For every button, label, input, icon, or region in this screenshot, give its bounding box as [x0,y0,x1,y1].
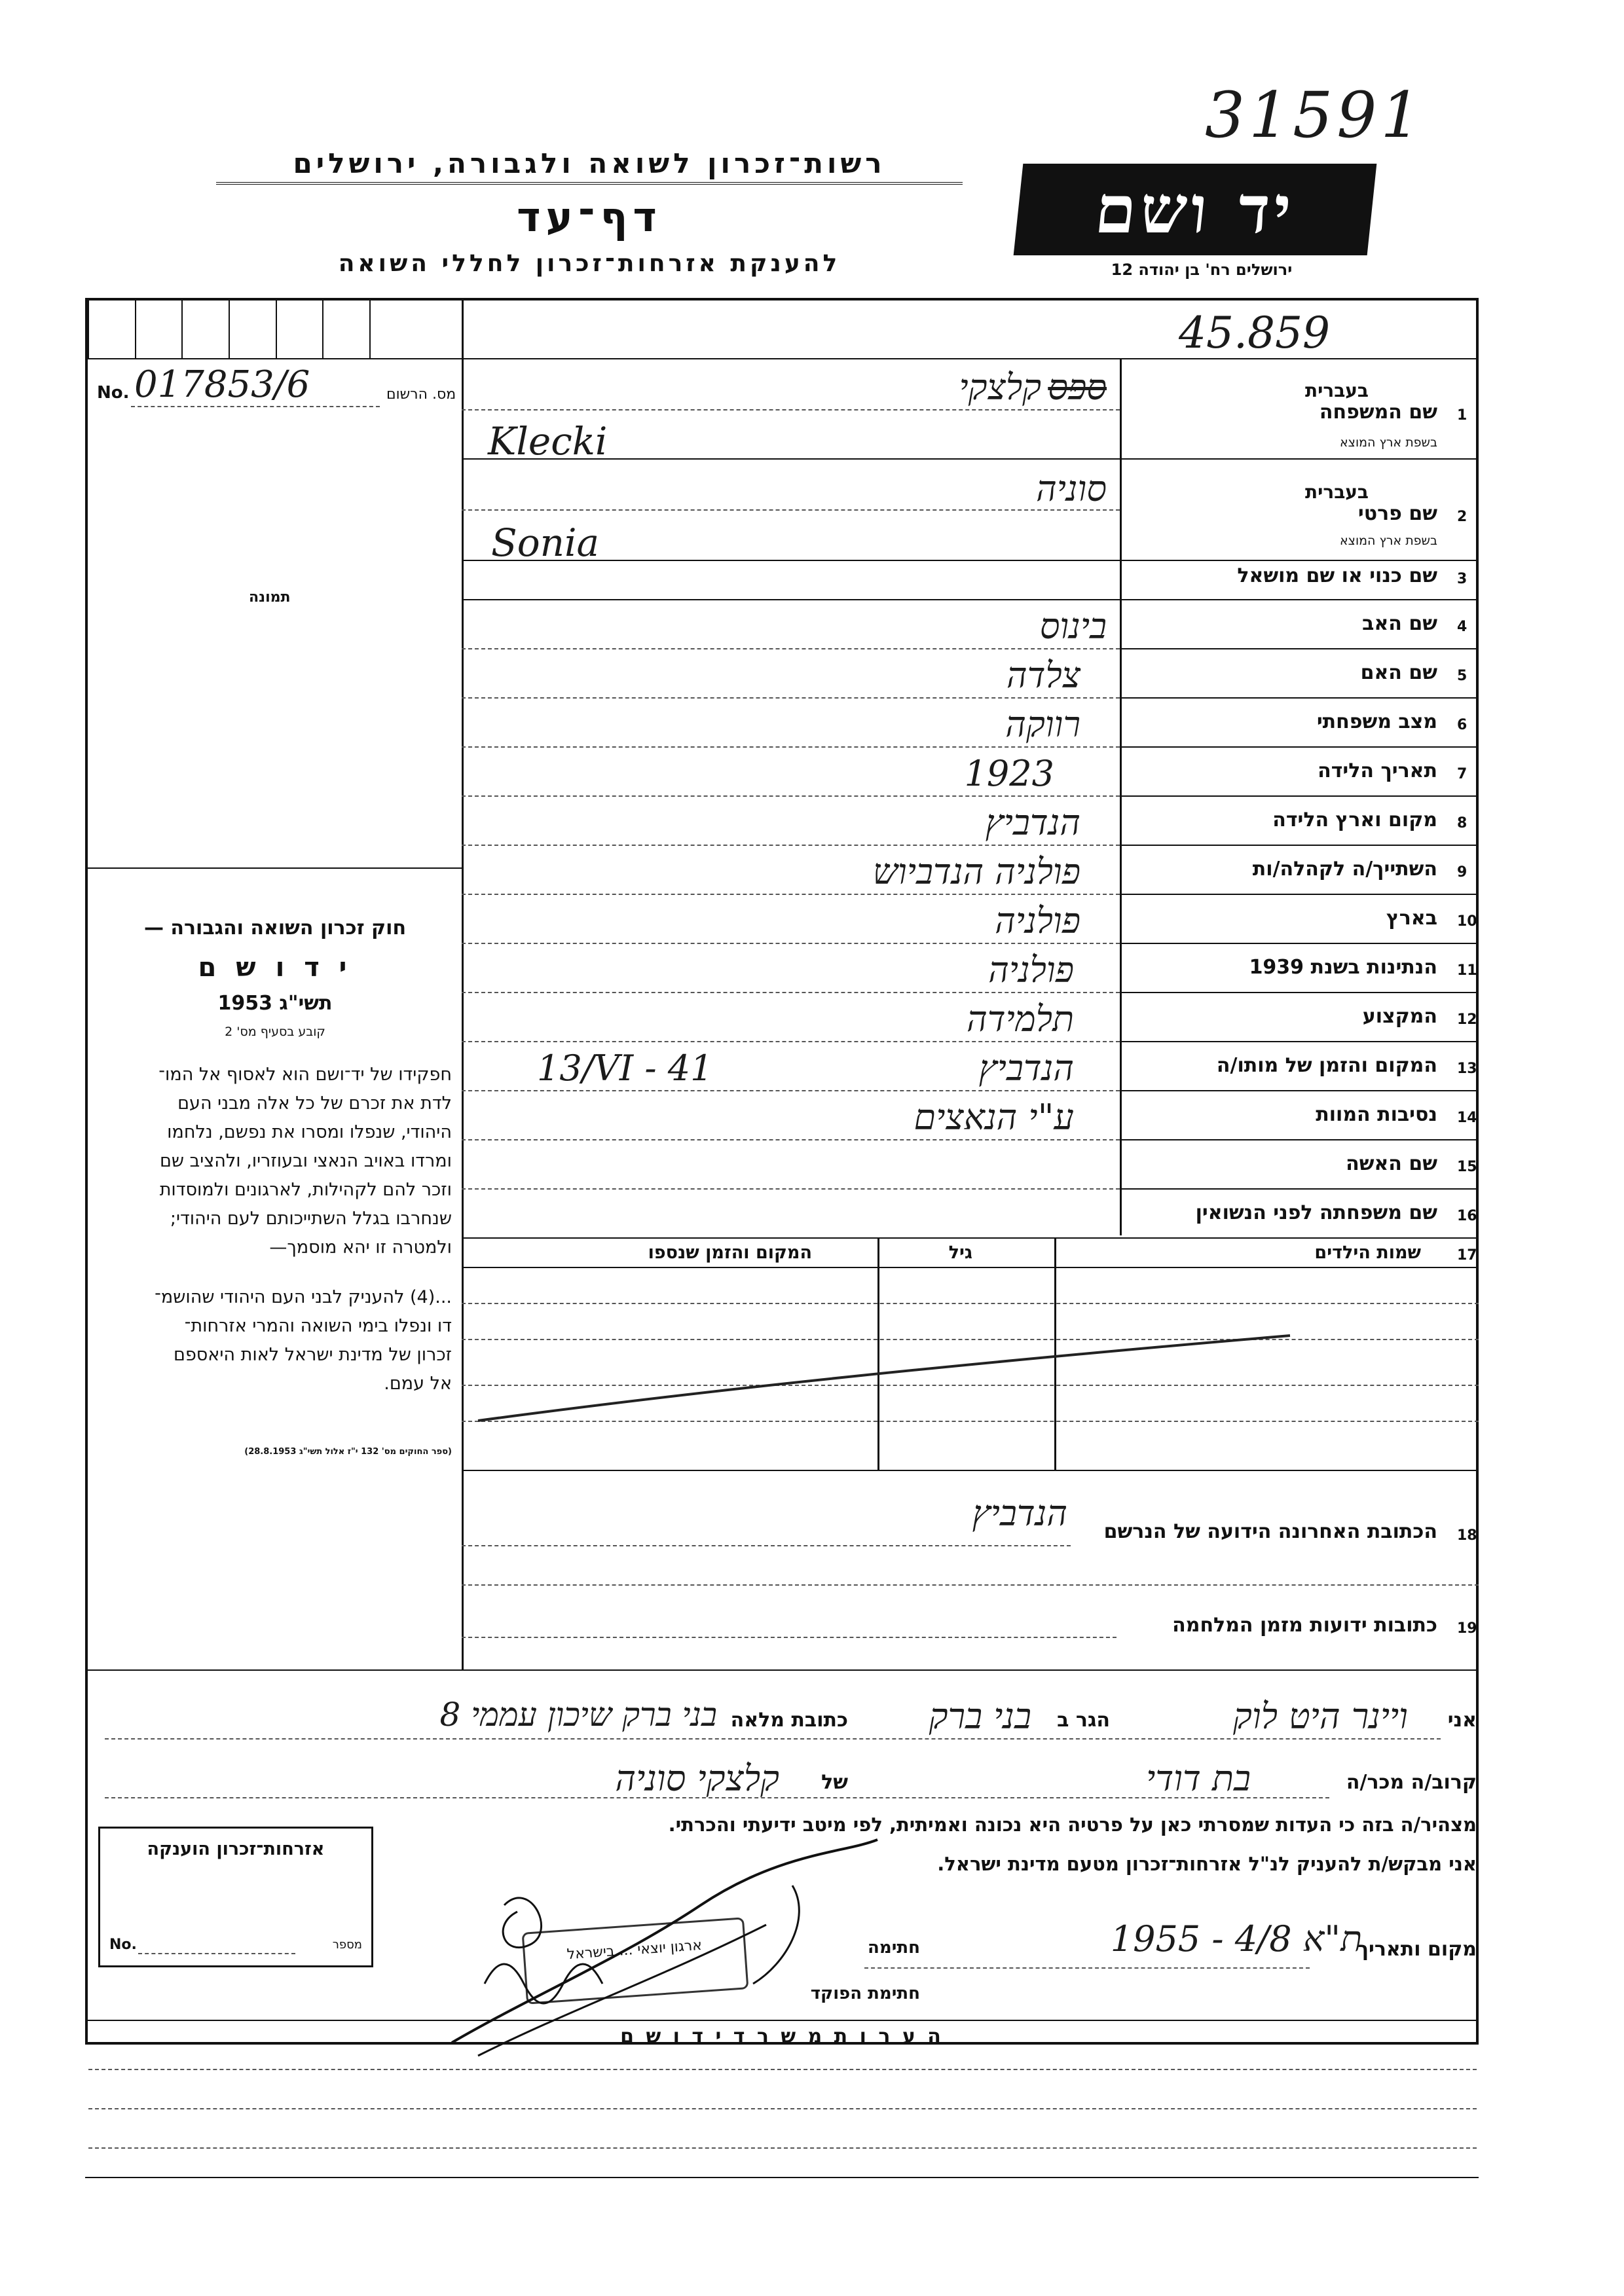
field-2-sub-bottom: בשפת ארץ המוצא [1339,534,1437,548]
law-para-1: חפקידו של יד־ושם הוא לאסוף אל המו־ לדת את זכרם של כל אלה מבני העם היהודי, שנפלו ומסרו את נפשם, נלחמו ומרדו באויב הנאצי ובעוזריו, ולהציב שם וזכר להם לקהילות, לארגונים ולמוסדות שנחרבו בגלל השתייכותם לעם היהודי; ולמטרה זו יהא מוסמך— [158,1065,452,1258]
award-no-label: No. [109,1937,137,1953]
authority-title: רשות־זכרון לשואה ולגבורה, ירושלים [216,147,963,185]
official-stamp: ארגון יוצאי ... בישראל [522,1917,749,2004]
decl-of-label: של [821,1771,848,1794]
field-16-label: שם משפחתה לפני הנשואין [1195,1201,1437,1224]
field-9-value: פולניה הנדביוש [872,851,1080,892]
field-12-label: המקצוע [1362,1005,1437,1028]
field-4-value: בינוס [1039,606,1107,647]
form-subtitle: להענקת אזרחות־זכרון לחללי השואה [338,250,841,277]
field-3-label: שם כנוי או שם מושאל [1237,564,1437,587]
logo-address: ירושלים רח' בן יהודה 12 [1111,261,1293,279]
children-header-names: שמות הילדים [1314,1243,1421,1263]
reg-no-value: 017853/6 [134,363,310,406]
field-13-date: 13/VI - 41 [537,1048,713,1089]
children-strikeout [458,1316,1310,1427]
field-10-value: פולניה [995,900,1080,941]
decl-address-label: כתובת מלאה [730,1709,848,1732]
reg-no-label: No. [97,383,130,403]
field-12-value: תלמידה [967,998,1074,1040]
yad-vashem-logo: יד ושם [1014,164,1377,255]
field-1-label: שם המשפחה [1319,401,1437,424]
award-no-label-he: מספר [332,1938,362,1952]
field-5-label: שם האם [1360,661,1437,684]
field-1-crossed: ספס [1048,367,1107,408]
children-num: 17 [1457,1247,1477,1264]
decl-of-name: קלצקי סוניה [615,1758,779,1799]
top-number: 45.859 [1179,308,1330,358]
field-1-value-latin: Klecki [488,419,608,464]
field-4-label: שם האב [1362,612,1437,635]
decl-statement-2: אני מבקש/ת להעניק לנ"ל אזרחות־זכרון מטעם מדינת ישראל. [937,1853,1477,1875]
decl-city: בני ברק [929,1696,1031,1737]
field-14-label: נסיבות המוות [1316,1103,1437,1126]
decl-resident-label: הגר ב [1057,1709,1110,1732]
photo-label: תמונה [249,589,291,606]
office-boxes [88,301,462,358]
field-11-value: פולניה [988,949,1074,991]
decl-relation: בת דודי [1146,1758,1251,1799]
field-8-label: מקום וארץ הלידה [1272,809,1437,831]
decl-prefix: אני [1447,1709,1477,1732]
official-label: חתימת הפוקד [810,1984,920,2003]
children-header-age: גיל [948,1243,972,1263]
decl-relation-label: קרוב/ה מכר/ה [1346,1771,1477,1794]
field-9-label: השתייך/ה לקהלה/ות [1252,858,1437,881]
field-1-sub-bottom: בשפת ארץ המוצא [1339,435,1437,450]
field-6-label: מצב משפחתי [1316,710,1437,733]
decl-address: בני ברק שיכון עממי 8 [439,1696,717,1734]
field-8-value: הנדביץ [985,802,1080,843]
field-13-label: המקום והזמן של מותו/ה [1216,1054,1437,1077]
field-11-label: הנתינות בשנת 1939 [1249,956,1437,979]
field-2-label: שם פרטי [1357,502,1437,525]
signature-label: חתימה [868,1938,920,1958]
form-title: דף־עד [517,193,662,241]
reg-no-label-he: מס. הרשום [386,386,456,403]
children-header-place: המקום והזמן שנספו [648,1243,812,1263]
field-1-sub-top: בעברית [1304,380,1369,401]
field-1-value: קלצקי [959,367,1041,408]
award-title: אזרחות־זכרון הוענקה [147,1839,325,1859]
law-title: חוק זכרון השואה והגבורה — [143,917,407,939]
law-year: תשי"ג 1953 [217,992,333,1015]
archive-number: 31591 [1205,79,1425,152]
field-18-value: הנדביץ [972,1493,1067,1534]
award-box [98,1827,373,1967]
law-section: קובע בסעיף מס' 2 [225,1025,325,1039]
field-18-label: הכתובת האחרונה הידועה של הנרשם [1103,1520,1437,1543]
field-2-sub-top: בעברית [1304,481,1369,503]
field-2-value-latin: Sonia [491,520,600,565]
field-10-label: בארץ [1386,907,1437,930]
place-date-label: מקום ותאריך [1357,1938,1477,1961]
field-6-value: רווקה [1005,704,1080,745]
field-2-value: סוניה [1036,468,1107,509]
law-para-2: ...(4) להעניק לבני העם היהודי שהושמ־ דו ונפלו בימי השואה והמרי אזרחות־ זכרון של מדינת ישראל לאות היאספם אל עמם. [155,1287,452,1394]
place-date-value: ת"א 4/8 - 1955 [1110,1918,1362,1959]
decl-statement-1: מצהיר/ה בזה כי העדות שמסרתי כאן על פרטיה היא נכונה ואמיתית, לפי מיטב ידיעתי והכרתי. [668,1813,1477,1836]
field-7-value: 1923 [964,753,1054,794]
field-5-value: צלדה [1006,655,1080,696]
field-14-value: ע"י הנאצים [913,1097,1074,1138]
decl-witness-name: ויינר היט לוק [1233,1696,1408,1737]
field-15-label: שם האשה [1346,1152,1437,1175]
law-citation: (ספר החוקים מס' 132 י"ז אלול תשי"ג 28.8.1953) [244,1447,452,1457]
office-notes-title: ה ע ר ו ת מ ש ר ד י ד ו ש ם [620,2025,944,2048]
law-yad-vashem: י ד ו ש ם [198,953,352,983]
field-19-label: כתובות ידועות מזמן המלחמה [1172,1614,1437,1637]
field-7-label: תאריך הלידה [1318,759,1437,782]
field-13-value: הנדביץ [978,1048,1074,1089]
